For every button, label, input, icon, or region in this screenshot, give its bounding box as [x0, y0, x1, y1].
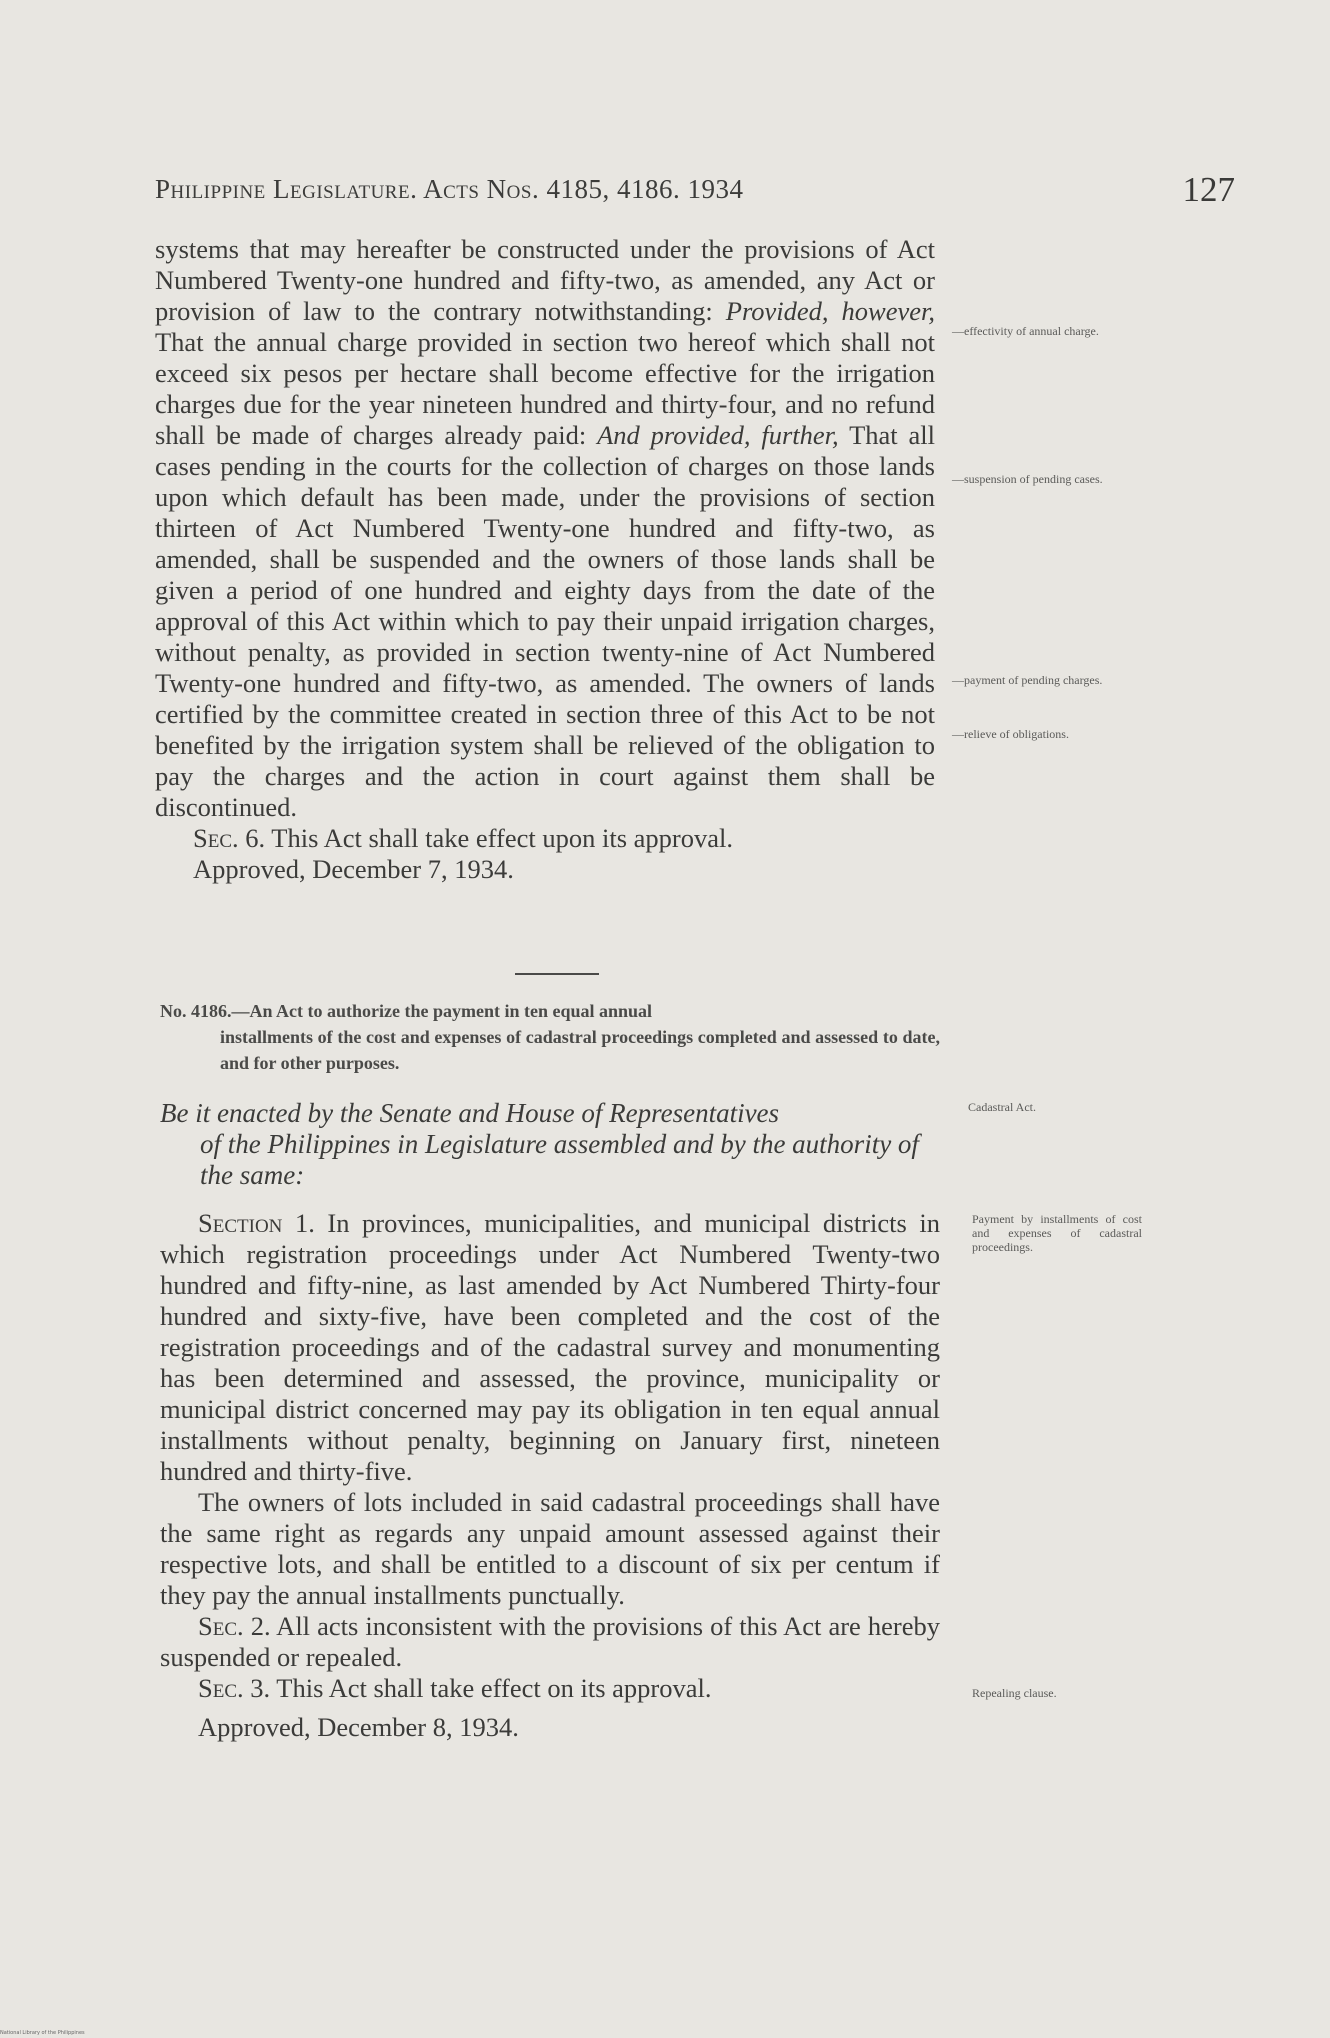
running-head: Philippine Legislature. Acts Nos. 4185, 4186. 1934: [155, 174, 744, 204]
act-4185-body: [155, 234, 935, 885]
margin-note-relieve: —relieve of obligations.: [952, 727, 1069, 741]
section-text: This Act shall take effect on its approval.: [270, 1673, 712, 1703]
title-line: No. 4186.—An Act to authorize the payment in ten equal annual: [160, 1001, 653, 1021]
approval-date: Approved, December 7, 1934.: [193, 854, 514, 884]
margin-note-repealing: Repealing clause.: [972, 1686, 1057, 1700]
section-text: This Act shall take effect upon its approval.: [265, 823, 733, 853]
proviso-italic: And provided, further,: [597, 420, 839, 450]
section-text: In provinces, municipalities, and municipal districts in which registration proceedings under Act Numbered Twenty-two hundred and fifty-nine, as last amended by Act Numbered Thirty-four hundred and sixty-five, have been completed and the cost of the registration proceedings and of the cadastral survey and monumenting has been determined and assessed, the province, municipality or municipal district concerned may pay its obligation in ten equal annual installments without penalty, beginning on January first, nineteen hundred and thirty-five.: [160, 1208, 940, 1486]
act-4185-paragraph: [155, 234, 935, 823]
margin-note-effectivity: —effectivity of annual charge.: [952, 324, 1099, 338]
proviso-italic: Provided, however,: [725, 296, 935, 326]
paragraph-owners: The owners of lots included in said cadastral proceedings shall have the same right as regards any unpaid amount assessed against their respective lots, and shall be entitled to a discount of six per centum if they pay the annual installments punctually.: [160, 1487, 940, 1610]
page-header: [155, 170, 1235, 220]
section-divider: [515, 973, 599, 975]
text-run: That the annual charge provided in section two hereof which shall not exceed six pesos per hectare shall become effective for the irrigation charges due for the year nineteen hundred and thirty-four, and no refund shall be made of charges already paid:: [155, 327, 935, 450]
margin-note-cadastral: Cadastral Act.: [968, 1100, 1036, 1114]
section-3: [160, 1673, 940, 1704]
margin-note-suspension: —suspension of pending cases.: [952, 472, 1103, 486]
section-label: Sec. 3.: [198, 1673, 271, 1703]
text-run: systems that may hereafter be constructed under the provisions of Act Numbered Twenty-one hundred and fifty-two, as amended, any Act or provision of law to the contrary notwithstanding:: [155, 234, 935, 326]
act-4186-title: [160, 998, 940, 1076]
source-footer: National Library of the Philippines: [0, 2030, 85, 2036]
section-label: Sec. 2.: [198, 1611, 271, 1641]
section-label: Sec. 6.: [193, 823, 266, 853]
section-text: All acts inconsistent with the provisions of this Act are hereby suspended or repealed.: [160, 1611, 940, 1672]
enacting-clause: [160, 1098, 940, 1191]
margin-note-installments: Payment by installments of cost and expenses of cadastral proceedings.: [972, 1212, 1142, 1254]
section-2: [160, 1611, 940, 1673]
page-number: 127: [1182, 170, 1235, 209]
margin-note-payment: —payment of pending charges.: [952, 673, 1103, 687]
act-4186-body: [160, 1208, 940, 1743]
text-run: That all cases pending in the courts for the collection of charges on those lands upon which default has been made, under the provisions of section thirteen of Act Numbered Twenty-one hundred and fifty-two, as amended, shall be suspended and the owners of those lands shall be given a period of one hundred and eighty days from the date of the approval of this Act within which to pay their unpaid irrigation charges, without penalty, as provided in section twenty-nine of Act Numbered Twenty-one hundred and fifty-two, as amended. The owners of lands certified by the committee created in section three of this Act to be not benefited by the irrigation system shall be relieved of the obligation to pay the charges and the action in court against them shall be discontinued.: [155, 420, 935, 822]
section-6: [155, 823, 935, 854]
enacting-line: Be it enacted by the Senate and House of Representatives: [160, 1098, 780, 1128]
enacting-continuation: of the Philippines in Legislature assembled and by the authority of the same:: [200, 1129, 919, 1190]
section-1: [160, 1208, 940, 1487]
title-continuation: installments of the cost and expenses of cadastral proceedings completed and assessed to date, and for other purposes.: [220, 1027, 940, 1073]
approval-date: Approved, December 8, 1934.: [198, 1712, 519, 1742]
section-label: Section 1.: [198, 1208, 315, 1238]
